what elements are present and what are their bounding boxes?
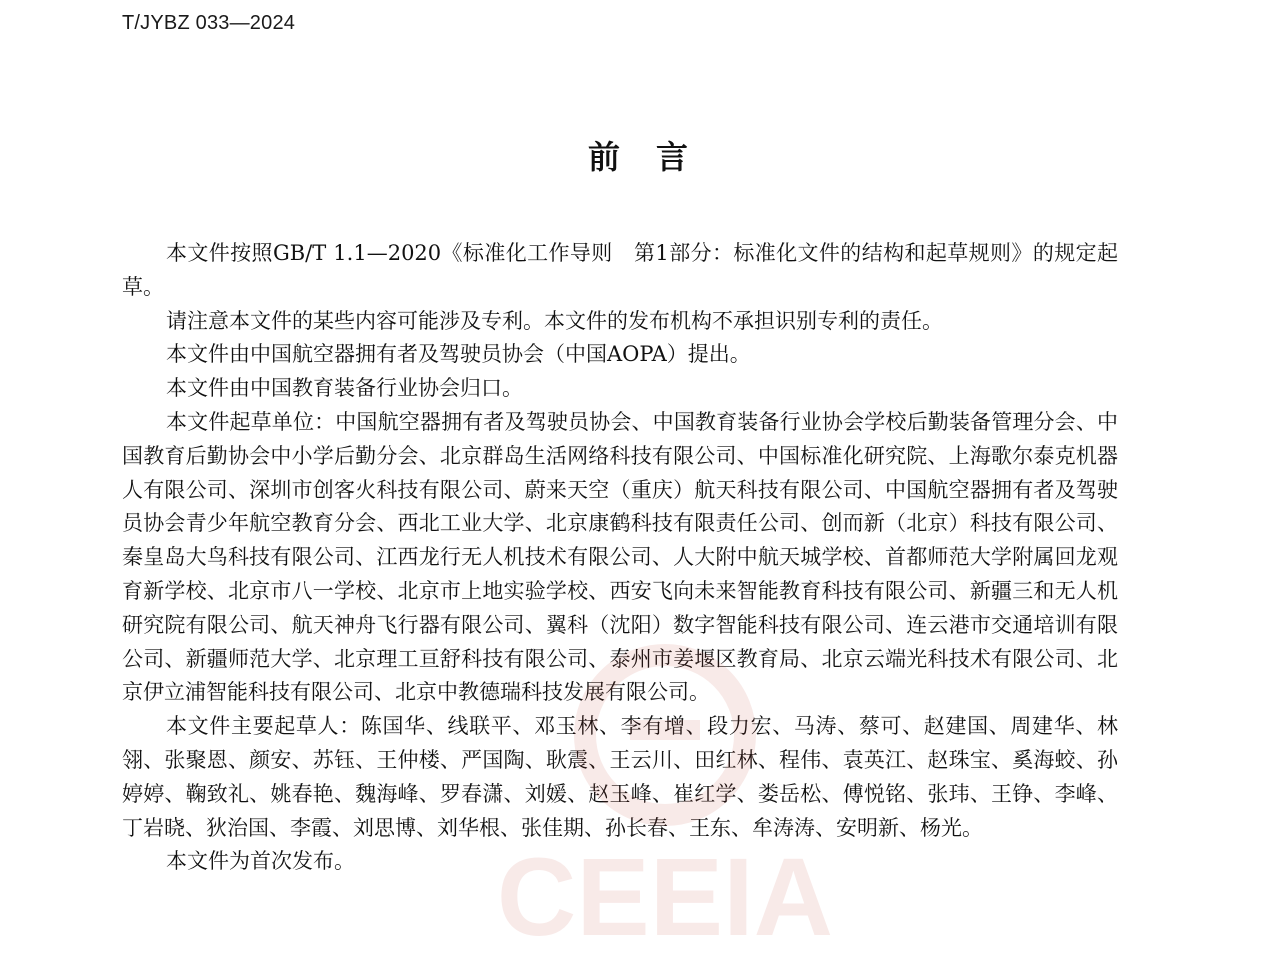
paragraph-drafters: 本文件主要起草人：陈国华、线联平、邓玉林、李有增、段力宏、马涛、蔡可、赵建国、周建华、林翎、张聚恩、颜安、苏钰、王仲楼、严国陶、耿震、王云川、田红林、程伟、袁英江、赵珠宝、奚海蛟、孙婷婷、鞠致礼、姚春艳、魏海峰、罗春潇、刘媛、赵玉峰、崔红学、娄岳松、傅悦铭、张玮、王铮、李峰、丁岩晓、狄治国、李霞、刘思博、刘华根、张佳期、孙长春、王东、牟涛涛、安明新、杨光。 (122, 714, 1118, 840)
document-code: T/JYBZ 033—2024 (122, 12, 296, 34)
paragraph-proposer: 本文件由中国航空器拥有者及驾驶员协会（中国AOPA）提出。 (166, 342, 751, 367)
paragraph-administrator: 本文件由中国教育装备行业协会归口。 (166, 376, 523, 401)
paragraph-drafting-units: 本文件起草单位：中国航空器拥有者及驾驶员协会、中国教育装备行业协会学校后勤装备管理分会、中国教育后勤协会中小学后勤分会、北京群岛生活网络科技有限公司、中国标准化研究院、上海歌尔泰克机器人有限公司、深圳市创客火科技有限公司、蔚来天空（重庆）航天科技有限公司、中国航空器拥有者及驾驶员协会青少年航空教育分会、西北工业大学、北京康鹤科技有限责任公司、创而新（北京）科技有限公司、秦皇岛大鸟科技有限公司、江西龙行无人机技术有限公司、人大附中航天城学校、首都师范大学附属回龙观育新学校、北京市八一学校、北京市上地实验学校、西安飞向未来智能教育科技有限公司、新疆三和无人机研究院有限公司、航天神舟飞行器有限公司、翼科（沈阳）数字智能科技有限公司、连云港市交通培训有限公司、新疆师范大学、北京理工亘舒科技有限公司、泰州市姜堰区教育局、北京云端光科技术有限公司、北京伊立浦智能科技有限公司、北京中教德瑞科技发展有限公司。 (122, 409, 1118, 705)
paragraph-patent-notice: 请注意本文件的某些内容可能涉及专利。本文件的发布机构不承担识别专利的责任。 (166, 308, 943, 333)
paragraph-drafting-basis: 本文件按照GB/T 1.1—2020《标准化工作导则 第1部分：标准化文件的结构和起草规则》的规定起草。 (122, 241, 1118, 299)
document-body (122, 237, 1118, 879)
page-title: 前言 (587, 138, 724, 176)
paragraph-first-release: 本文件为首次发布。 (166, 849, 355, 874)
watermark-text: CEEIA (496, 836, 834, 959)
